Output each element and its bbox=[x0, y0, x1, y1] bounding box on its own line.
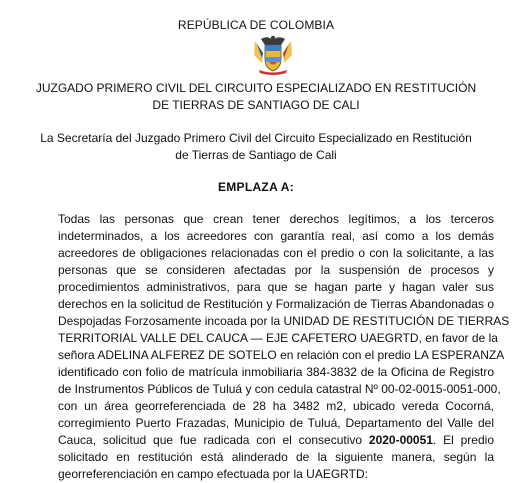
secretaria-line: de Tierras de Santiago de Cali bbox=[175, 148, 337, 162]
body-line: procedimientos administrativos, para que se hagan parte y hagan valer sus bbox=[58, 280, 494, 294]
secretaria-line: La Secretaría del Juzgado Primero Civil del Circuito Especializado en Restitución bbox=[40, 131, 472, 145]
body-line: de Instrumentos Públicos de Tuluá y con cedula catastral Nº 00-02-0015-0051-000, bbox=[58, 382, 501, 396]
court-name bbox=[0, 80, 512, 114]
case-number: 2020-00051 bbox=[368, 433, 433, 447]
emplaza-heading: EMPLAZA A: bbox=[217, 180, 295, 194]
body-line: identificado con folio de matrícula inmobiliaria 384-3832 de la Oficina de Registro bbox=[58, 365, 494, 379]
body-line: acreedores de obligaciones relacionadas con el predio o con la solicitante, a las bbox=[58, 246, 494, 260]
colombia-coat-of-arms-icon bbox=[251, 33, 295, 75]
body-line: Despojadas Forzosamente incoada por la UNIDAD DE RESTITUCIÓN DE TIERRAS bbox=[58, 314, 510, 328]
body-line: personas que se consideren afectadas por la suspensión de procesos y bbox=[58, 263, 494, 277]
body-line: corregimiento Puerto Frazadas, Municipio de Tuluá, Departamento del Valle del bbox=[58, 416, 494, 430]
line-text: Cauca, solicitud que fue radicada con el consecutivo bbox=[58, 433, 369, 447]
secretaria-paragraph bbox=[0, 130, 512, 164]
body-line: indeterminados, a los acreedores con garantía real, así como a los demás bbox=[58, 229, 494, 243]
republic-heading: REPÚBLICA DE COLOMBIA bbox=[177, 18, 335, 32]
court-name-line: DE TIERRAS DE SANTIAGO DE CALI bbox=[152, 98, 360, 112]
body-line: señora ADELINA ALFEREZ DE SOTELO en relación con el predio LA ESPERANZA bbox=[58, 348, 505, 362]
body-line: Todas las personas que crean tener derechos legítimos, a los terceros bbox=[58, 212, 494, 226]
body-line: TERRITORIAL VALLE DEL CAUCA — EJE CAFETERO UAEGRTD, en favor de la bbox=[58, 331, 498, 345]
body-line: derechos en la solicitud de Restitución y Formalización de Tierras Abandonadas o bbox=[58, 297, 494, 311]
notice-body bbox=[58, 211, 510, 483]
body-line: con un área georreferenciada de 28 ha 3482 m2, ubicado vereda Cocorná, bbox=[58, 399, 494, 413]
line-text: . El predio bbox=[432, 433, 494, 447]
body-line: solicitado en restitución está alinderado de la siguiente manera, según la bbox=[58, 450, 494, 464]
body-line: georreferenciación en campo efectuada por la UAEGRTD: bbox=[58, 467, 368, 481]
body-line-case-number bbox=[58, 432, 494, 449]
court-name-line: JUZGADO PRIMERO CIVIL DEL CIRCUITO ESPECIALIZADO EN RESTITUCIÓN bbox=[35, 81, 477, 95]
